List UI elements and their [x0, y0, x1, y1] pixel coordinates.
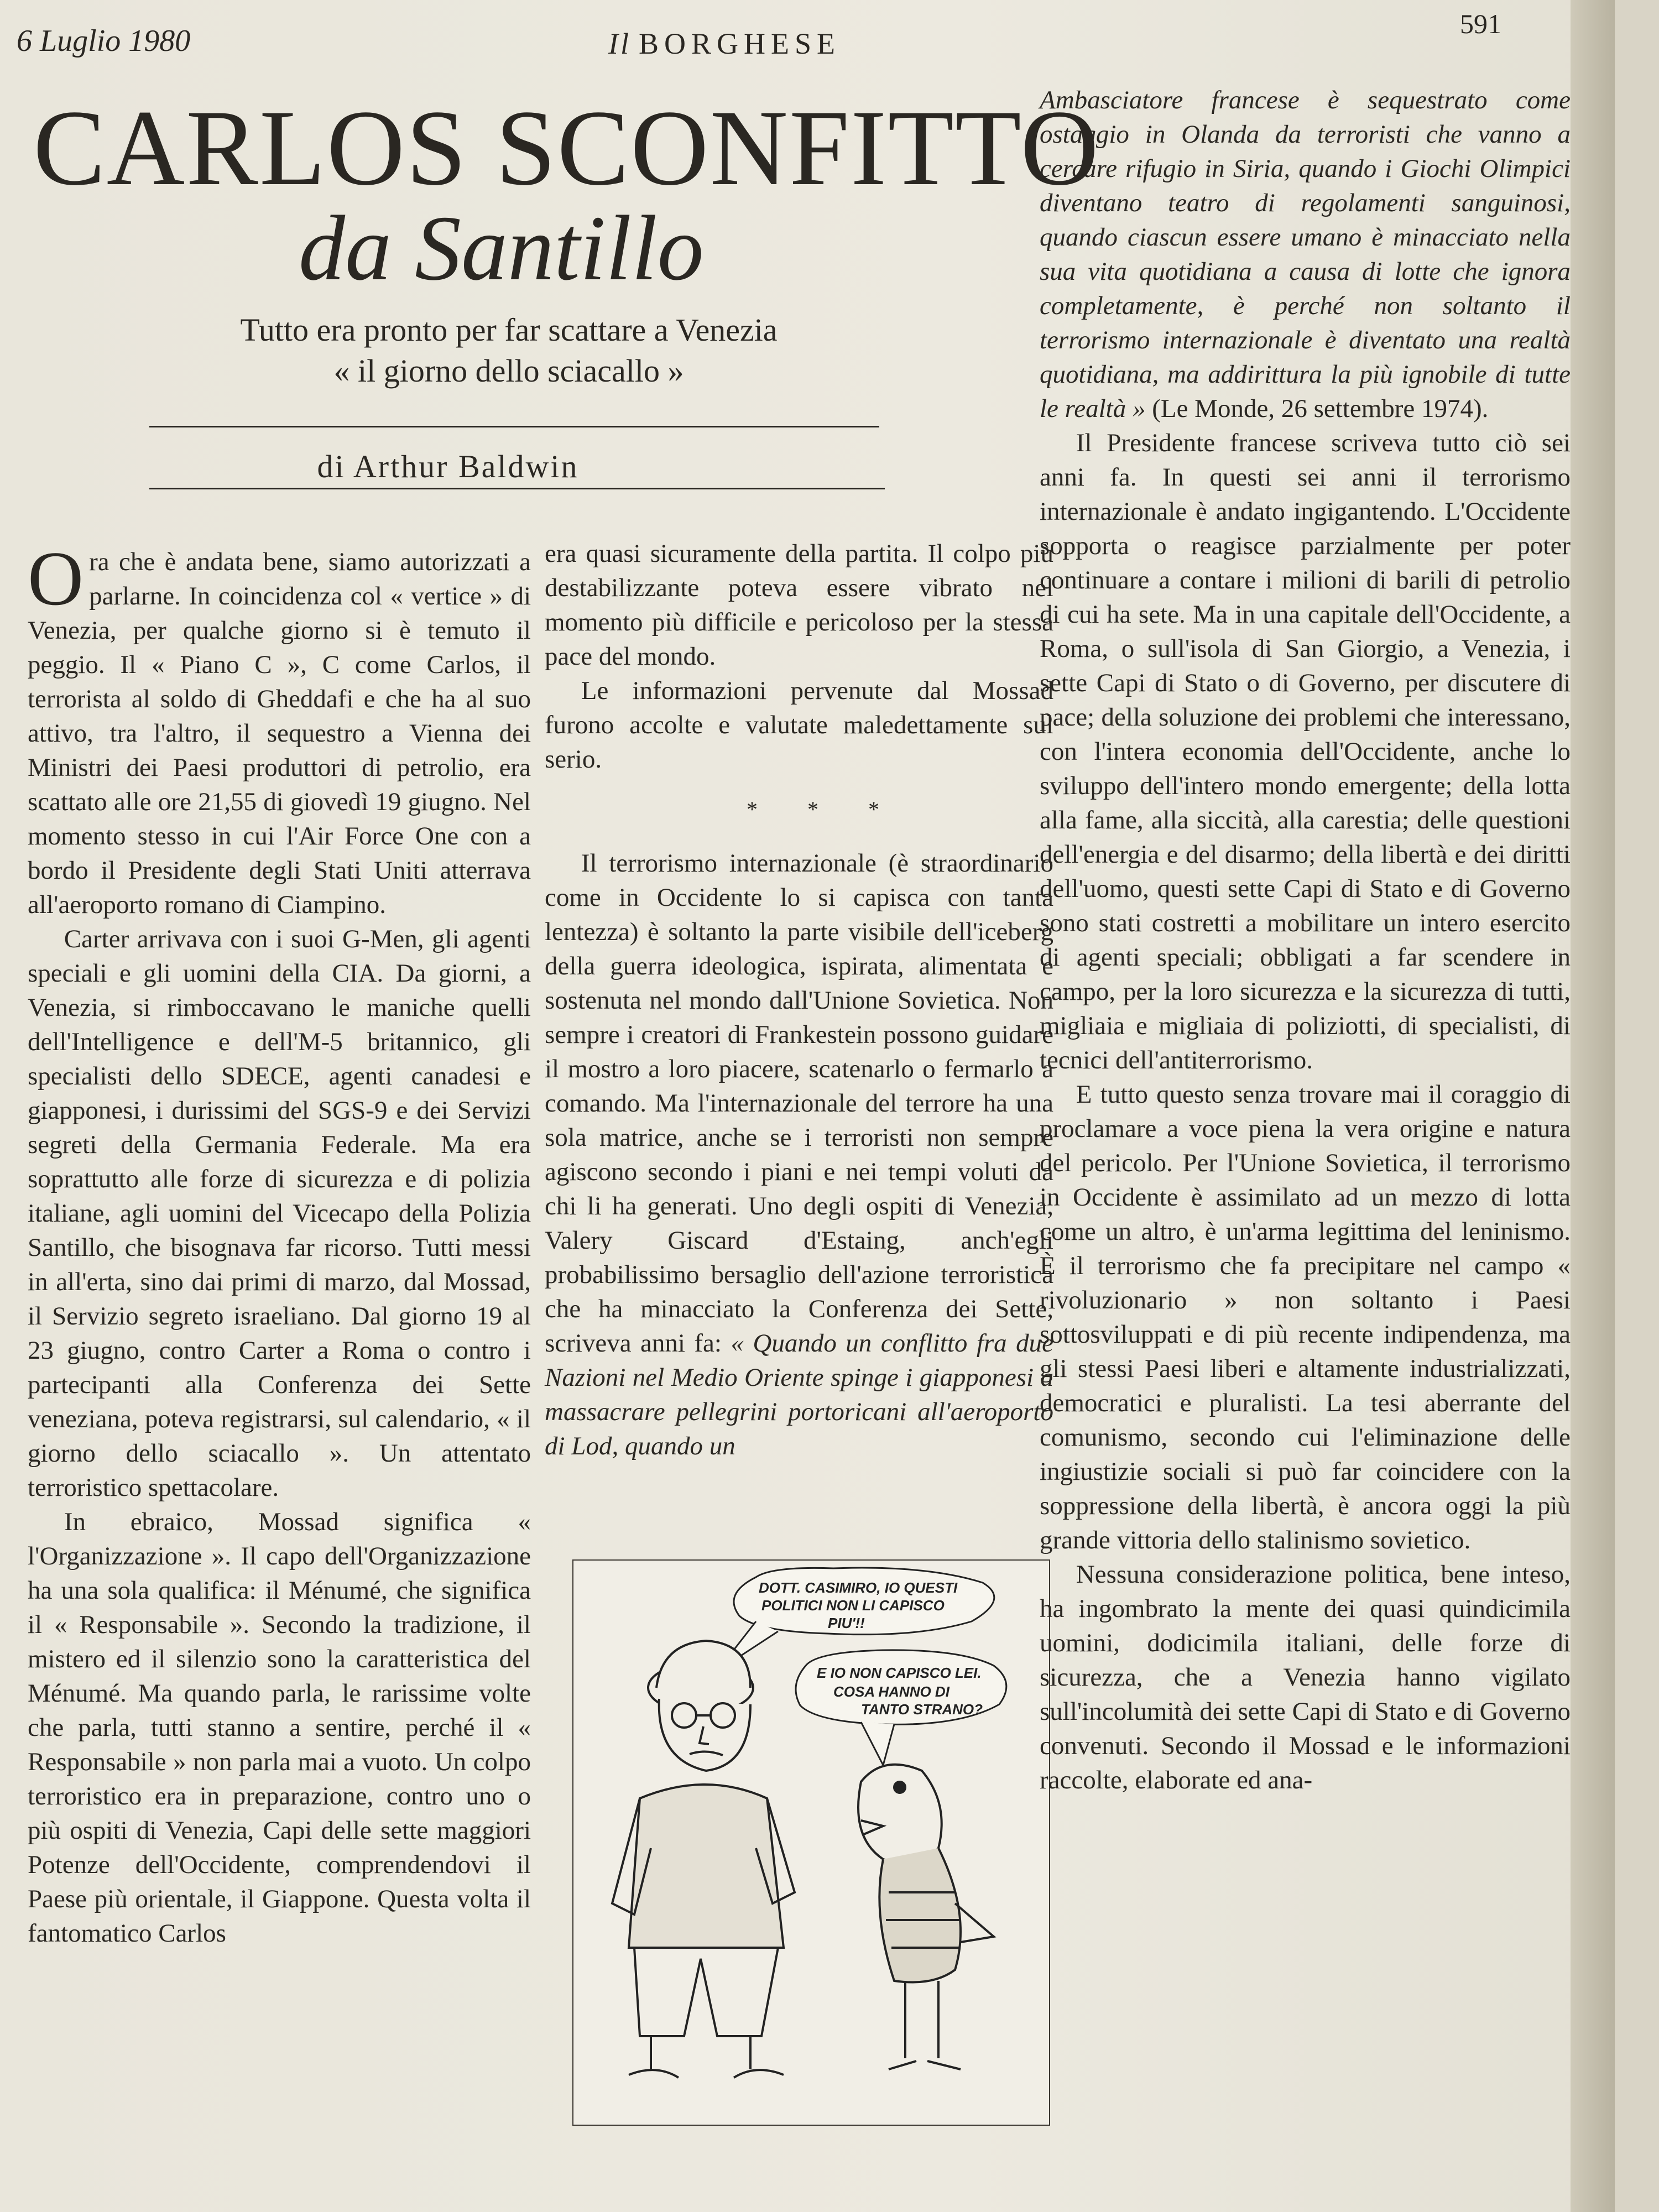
page-number: 591 [1460, 8, 1501, 39]
col1-paragraph-3: In ebraico, Mossad significa « l'Organizzazione ». Il capo dell'Organizzazione ha una sola qualifica: il Ménumé, che significa il « Responsabile ». Secondo la tradizione, il mistero ed il silenzio sono la caratteristica del Ménumé. Ma quando parla, le rarissime volte che parla, tutti stanno a sentire, perché il « Responsabile » non parla mai a vuoto. Un colpo terroristico era in preparazione, contro uno o più ospiti di Venezia, Capi delle sette maggiori Potenze dell'Occidente, comprendendovi il Paese più orientale, il Giappone. Questa volta il fantomatico Carlos [28, 1507, 531, 1948]
column-2-bottom [545, 846, 1053, 1463]
col3-paragraph-4: Nessuna considerazione politica, bene inteso, ha ingombrato la mente dei quasi quindicimila uomini, dodicimila italiani, delle forze di sicurezza, che a Venezia hanno vigilato sull'incolumità dei sette Capi di Stato e di Governo convenuti. Secondo il Mossad e le informazioni raccolte, elaborate ed ana- [1040, 1560, 1571, 1794]
col3-paragraph-2: Il Presidente francese scriveva tutto ciò sei anni fa. In questi sei anni il terrorismo internazionale è andato ingigantendo. L'Occidente sopporta o reagisce parzialmente per poter continuare a contare i milioni di barili di petrolio di cui ha sete. Ma in una capitale dell'Occidente, a Roma, o sull'isola di San Giorgio, a Venezia, i sette Capi di Stato o di Governo, per discutere di pace; della soluzione dei problemi che interessano, con l'intera economia dell'Occidente, anche lo sviluppo dell'intero mondo emergente; della lotta alla fame, alla siccità, alla carestia; delle questioni dell'energia e del disarmo; della libertà e dei diritti dell'uomo, questi sette Capi di Stato e di Governo sono stati costretti a mobilitare un intero esercito di agenti speciali; obbligati a far scendere in campo, per la loro sicurezza e la sicurezza di tutti, migliaia e migliaia di poliziotti, di specialisti, di tecnici dell'antiterrorismo. [1040, 429, 1571, 1074]
fish-figure [858, 1765, 994, 2069]
deck-line-1: Tutto era pronto per far scattare a Venezia [240, 312, 778, 348]
speech-bubble-2-tail [861, 1722, 894, 1765]
article-subtitle: da Santillo [299, 197, 704, 300]
col3-citation: (Le Monde, 26 settembre 1974). [1152, 394, 1489, 423]
col3-paragraph-1 [1040, 83, 1571, 426]
bubble-2-line-1: E IO NON CAPISCO LEI. [817, 1665, 982, 1681]
col2-paragraph-3-text: Il terrorismo internazionale (è straordinario come in Occidente lo si capisca con tanta lentezza) è soltanto la parte visibile dell'iceberg della guerra ideologica, ispirata, alimentata e sostenuta nel mondo dall'Unione Sovietica. Non sempre i creatori di Frankestein possono guidare il mostro a loro piacere, scatenarlo o fermarlo a comando. Ma l'internazionale del terrore ha una sola matrice, anche se i terroristi non sempre agiscono secondo i piani e nei tempi voluti da chi li ha generati. Uno degli ospiti di Venezia, Valery Giscard d'Estaing, anch'egli probabilissimo bersaglio dell'azione terroristica che ha minacciato la Conferenza dei Sette, scriveva anni fa: [545, 849, 1053, 1358]
section-separator: * * * [747, 797, 901, 822]
col3-quote: Ambasciatore francese è sequestrato come ostaggio in Olanda da terroristi che vanno a cercare rifugio in Siria, quando i Giochi Olimpici diventano teatro di regolamenti sanguinosi, quando ciascun essere umano è minacciato nella sua vita quotidiana a causa di lotte che ignora completamente, è perché non soltanto il terrorismo internazionale è diventato una realtà quotidiana, ma addirittura la più ignobile di tutte le realtà » [1040, 86, 1571, 423]
bubble-1-line-2: POLITICI NON LI CAPISCO [761, 1597, 945, 1614]
col2-paragraph-1: era quasi sicuramente della partita. Il colpo più destabilizzante poteva essere vibrato nel momento più difficile e pericoloso per la stessa pace del mondo. [545, 539, 1053, 671]
bubble-2-line-2: COSA HANNO DI [833, 1683, 950, 1700]
col3-paragraph-3: E tutto questo senza trovare mai il coraggio di proclamare a voce piena la vera origine e natura del pericolo. Per l'Unione Sovietica, il terrorismo in Occidente è assimilato ad un mezzo di lotta come un altro, è un'arma legittima del leninismo. È il terrorismo che fa precipitare nel campo « rivoluzionario » non soltanto i Paesi sottosviluppati e di più recente indipendenza, ma gli stessi Paesi liberi e altamente industrializzati, democratici e pluralisti. La tesi aberrante del comunismo, secondo cui l'eliminazione delle ingiustizie sociali si può far coincidere con la soppressione della libertà, è ancora oggi la più grande vittoria dello stalinismo sovietico. [1040, 1080, 1571, 1554]
byline: di Arthur Baldwin [317, 448, 579, 484]
column-1 [28, 536, 531, 1950]
article-title: CARLOS SCONFITTO [33, 88, 1100, 208]
byline-rule-bottom [149, 488, 885, 489]
page-spine [1571, 0, 1615, 2212]
magazine-name [608, 27, 841, 61]
bubble-2-line-3: TANTO STRANO? [861, 1701, 983, 1718]
cartoon-drawing [573, 1561, 1049, 2125]
col2-quote: « Quando un conflitto fra due Nazioni nel Medio Oriente spinge i giapponesi a massacrare pellegrini portoricani all'aeroporto di Lod, quando un [545, 1329, 1053, 1460]
magazine-title: BORGHESE [639, 27, 841, 60]
article-deck [100, 310, 918, 392]
byline-rule-top [149, 426, 879, 427]
col2-paragraph-3 [545, 846, 1053, 1463]
deck-line-2: « il giorno dello sciacallo » [333, 353, 684, 389]
col1-paragraph-2: Carter arrivava con i suoi G-Men, gli agenti speciali e gli uomini della CIA. Da giorni, a Venezia, si rimboccavano le maniche quelli dell'Intelligence e dell'M-5 britannico, gli specialisti dello SDECE, agenti canadesi e giapponesi, i durissimi del SGS-9 e dei Servizi segreti della Germania Federale. Ma era soprattutto alle forze di sicurezza e di polizia italiane, agli uomini del Vicecapo della Polizia Santillo, che bisognava far ricorso. Tutti messi in all'erta, sino dai primi di marzo, dal Mossad, il Servizio segreto israeliano. Dal giorno 19 al 23 giugno, contro Carter a Roma o contro i partecipanti alla Conferenza dei Sette veneziana, poteva registrarsi, sul calendario, « il giorno dello sciacallo ». Un attentato terroristico spettacolare. [28, 925, 531, 1502]
bubble-1-line-1: DOTT. CASIMIRO, IO QUESTI [759, 1579, 958, 1596]
column-3 [1040, 83, 1571, 1797]
col1-paragraph-1 [28, 536, 531, 922]
bubble-1-line-3: PIU'!! [828, 1615, 865, 1631]
drop-cap: O [28, 536, 84, 622]
col2-paragraph-2: Le informazioni pervenute dal Mossad furono accolte e valutate maledettamente sul serio. [545, 676, 1053, 774]
col1-paragraph-1-text: ra che è andata bene, siamo autorizzati a parlarne. In coincidenza col « vertice » di Venezia, per qualche giorno si è temuto il peggio. Il « Piano C », C come Carlos, il terrorista al soldo di Gheddafi e che ha al suo attivo, tra l'altro, il sequestro a Vienna dei Ministri dei Paesi produttori di petrolio, era scattato alle ore 21,55 di giovedì 19 giugno. Nel momento stesso in cui l'Air Force One con a bordo il Presidente degli Stati Uniti atterrava all'aeroporto romano di Ciampino. [28, 547, 531, 919]
column-2-top [545, 536, 1053, 776]
issue-date: 6 Luglio 1980 [17, 24, 191, 58]
cartoon-illustration [572, 1559, 1050, 2126]
magazine-prefix: Il [608, 27, 631, 60]
man-figure [612, 1641, 795, 2078]
